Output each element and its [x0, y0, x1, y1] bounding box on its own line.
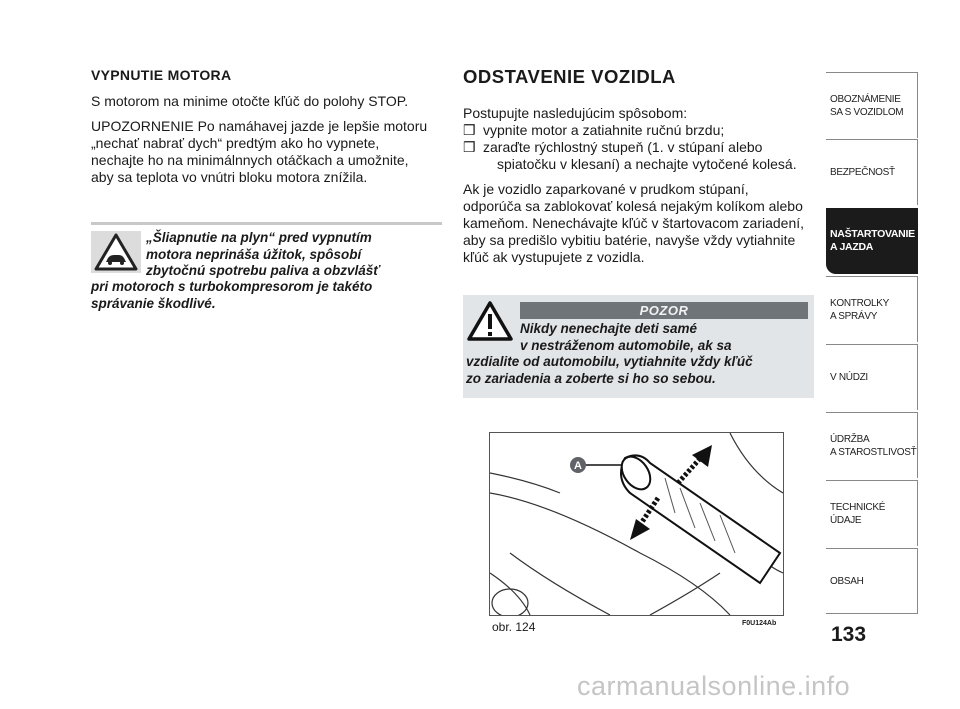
caution-line: „nechať nabrať dych“ predtým ako ho vypnete, [91, 135, 380, 151]
tab-label: ÚDRŽBA A STAROSTLIVOSŤ [830, 433, 917, 458]
tab-label: BEZPEČNOSŤ [830, 167, 895, 178]
warning-line: v nestráženom automobile, ak sa [520, 337, 732, 353]
sidebar-tab-maintenance[interactable] [826, 412, 918, 478]
handbrake-illustration [490, 433, 783, 615]
tab-label: NAŠTARTOVANIE A JAZDA [830, 228, 915, 253]
paragraph-line: kameňom. Nenechávajte kľúč v štartovacom zariadení, [463, 215, 805, 231]
paragraph-line: aby sa predišlo vybitiu batérie, navyše vždy vytiahnite [463, 232, 796, 248]
eco-note-icon-box [91, 231, 141, 273]
note-line: pri motoroch s turbokompresorom je takéto [91, 279, 373, 294]
page-number: 133 [831, 623, 867, 646]
list-item-line: zaraďte rýchlostný stupeň (1. v stúpaní alebo [483, 139, 763, 155]
watermark: carmanualsonline.info [577, 671, 851, 701]
warning-lines-full [466, 354, 811, 387]
parking-intro: Postupujte nasledujúcim spôsobom: [463, 105, 688, 121]
warning-triangle-icon [466, 300, 514, 347]
list-item-line: spiatočku v klesaní) a nechajte vytočené kolesá. [497, 156, 797, 172]
warning-line: vzdialite od automobilu, vytiahnite vždy kľúč [466, 354, 753, 369]
note-line: motora neprináša úžitok, spôsobí [146, 246, 362, 262]
sidebar-tab-intro[interactable] [826, 72, 918, 138]
parking-paragraph [463, 181, 823, 266]
sidebar-tab-safety[interactable] [826, 139, 918, 205]
tab-label: TECHNICKÉ ÚDAJE [830, 501, 886, 526]
parking-steps-list [463, 122, 823, 173]
note-line: „Šliapnutie na plyn“ pred vypnutím [146, 230, 372, 245]
paragraph-caution [91, 118, 446, 186]
arrow-up-icon [678, 445, 712, 483]
list-item-text [477, 139, 823, 173]
figure-code: F0U124Ab [742, 620, 777, 627]
tab-label: OBSAH [830, 575, 864, 587]
sidebar-tab-warnings[interactable] [826, 276, 918, 342]
caution-line: aby sa teplota vo vnútri bloku motora znížila. [91, 169, 368, 185]
handbrake-figure [489, 432, 784, 616]
tab-label: OBOZNÁMENIE SA S VOZIDLOM [830, 93, 904, 118]
section-heading-parking: ODSTAVENIE VOZIDLA [463, 66, 676, 87]
list-item [463, 122, 823, 139]
paragraph-line: kľúč ak vystupujete z vozidla. [463, 249, 645, 265]
section-heading-engine-off: VYPNUTIE MOTORA [91, 67, 232, 83]
caution-line: UPOZORNENIE Po namáhavej jazde je lepšie motoru [91, 118, 428, 134]
eco-note-lines-indented [146, 230, 446, 280]
figure-caption: obr. 124 [492, 620, 536, 634]
divider-rule [91, 222, 442, 225]
tab-label: KONTROLKY A SPRÁVY [830, 297, 889, 322]
sidebar-tab-emergency[interactable] [826, 344, 918, 410]
sidebar-tab-technical[interactable] [826, 480, 918, 546]
note-line: zbytočnú spotrebu paliva a obzvlášť [146, 263, 380, 278]
warning-line: Nikdy nenechajte deti samé [520, 321, 698, 336]
paragraph-engine-off: S motorom na minime otočte kľúč do polohy STOP. [91, 93, 409, 109]
list-item [463, 139, 823, 173]
checkbox-icon: ❒ [463, 122, 476, 138]
warning-label: POZOR [520, 302, 808, 319]
sidebar-tab-contents[interactable] [826, 548, 918, 614]
sidebar-tab-starting-driving[interactable] [826, 208, 918, 274]
caution-line: nechajte ho na minimálnnych otáčkach a umožnite, [91, 152, 409, 168]
car-warning-icon [91, 231, 141, 273]
checkbox-icon: ❒ [463, 139, 476, 155]
arrow-down-icon [630, 498, 658, 540]
paragraph-line: odporúča sa zablokovať kolesá nejakým kolíkom alebo [463, 198, 803, 214]
list-item-text: vypnite motor a zatiahnite ručnú brzdu; [483, 122, 725, 138]
tab-label: V NÚDZI [830, 372, 868, 383]
figure-marker-label: A [574, 460, 582, 472]
note-line: správanie škodlivé. [91, 295, 216, 311]
eco-note-lines-full [91, 279, 446, 312]
paragraph-line: Ak je vozidlo zaparkované v prudkom stúpaní, [463, 181, 749, 197]
warning-lines-indented [520, 321, 810, 354]
warning-line: zo zariadenia a zoberte si ho so sebou. [466, 370, 716, 386]
